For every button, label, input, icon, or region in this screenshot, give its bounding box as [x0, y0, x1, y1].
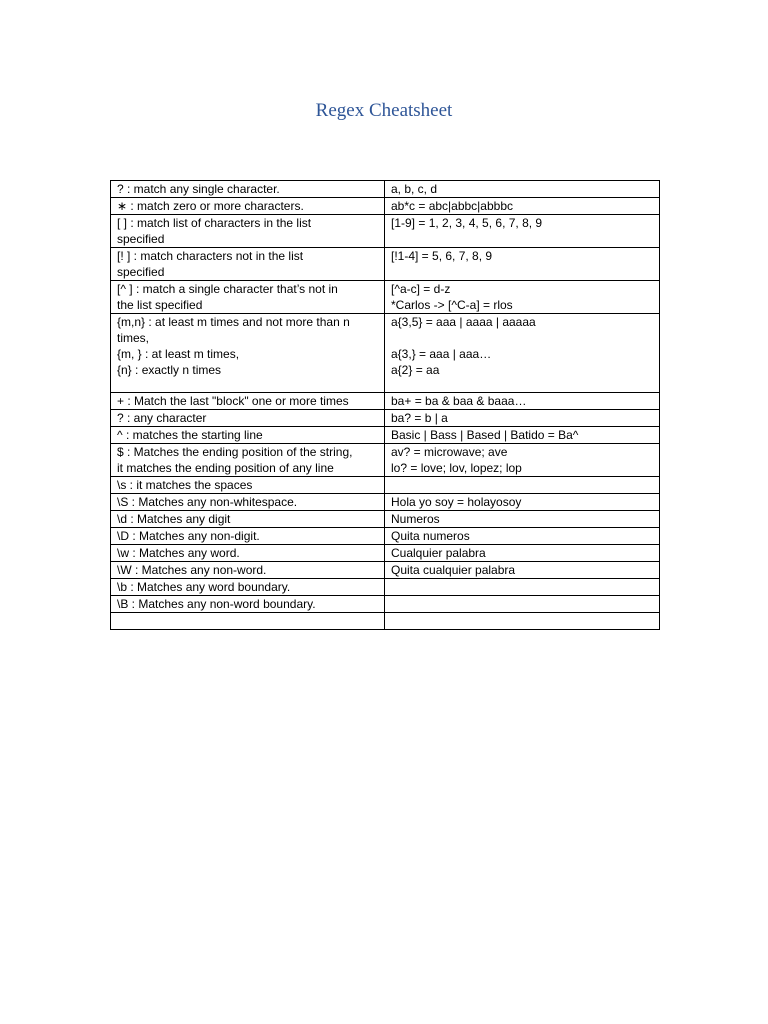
example-text: [391, 579, 653, 595]
example-cell: [385, 314, 660, 393]
table-row: [111, 181, 660, 198]
table-row: [111, 215, 660, 248]
pattern-text: [ ] : match list of characters in the list: [117, 216, 312, 230]
pattern-text: {m,n} : at least m times and not more than n: [117, 315, 350, 329]
pattern-text: \b : Matches any word boundary.: [117, 580, 291, 594]
pattern-text: {n} : exactly n times: [117, 363, 222, 377]
example-text: [1-9] = 1, 2, 3, 4, 5, 6, 7, 8, 9: [391, 216, 543, 230]
pattern-text: $ : Matches the ending position of the string,: [117, 445, 353, 459]
pattern-cell: [111, 198, 385, 215]
table-row: [111, 281, 660, 314]
table-row: [111, 393, 660, 410]
pattern-cell: [111, 410, 385, 427]
example-cell: [385, 562, 660, 579]
pattern-cell: [111, 427, 385, 444]
pattern-cell: [111, 248, 385, 281]
example-cell: [385, 393, 660, 410]
pattern-text: it matches the ending position of any line: [117, 461, 334, 475]
table-row: [111, 494, 660, 511]
pattern-cell: [111, 528, 385, 545]
example-text: Hola yo soy = holayosoy: [391, 495, 522, 509]
pattern-cell: [111, 181, 385, 198]
pattern-cell: [111, 477, 385, 494]
example-text: lo? = love; lov, lopez; lop: [391, 461, 522, 475]
pattern-text: specified: [117, 265, 165, 279]
table-row: [111, 511, 660, 528]
example-cell: [385, 444, 660, 477]
table-row: [111, 410, 660, 427]
example-cell: [385, 215, 660, 248]
example-cell: [385, 248, 660, 281]
example-text: [391, 596, 653, 612]
pattern-text: ^ : matches the starting line: [117, 428, 263, 442]
pattern-cell: [111, 613, 385, 630]
pattern-cell: [111, 314, 385, 393]
example-text: [391, 613, 653, 629]
example-cell: [385, 477, 660, 494]
table-row: [111, 444, 660, 477]
pattern-cell: [111, 511, 385, 528]
table-row: [111, 596, 660, 613]
pattern-text: ∗ : match zero or more characters.: [117, 199, 304, 213]
pattern-cell: [111, 596, 385, 613]
example-cell: [385, 579, 660, 596]
pattern-text: \s : it matches the spaces: [117, 478, 253, 492]
pattern-cell: [111, 562, 385, 579]
pattern-cell: [111, 215, 385, 248]
table-row: [111, 613, 660, 630]
pattern-text: [^ ] : match a single character that’s not in: [117, 282, 338, 296]
pattern-text: \w : Matches any word.: [117, 546, 240, 560]
table-row: [111, 545, 660, 562]
regex-table-body: [111, 181, 660, 630]
example-cell: [385, 545, 660, 562]
example-text: [!1-4] = 5, 6, 7, 8, 9: [391, 249, 493, 263]
example-text: Quita numeros: [391, 529, 470, 543]
table-row: [111, 528, 660, 545]
pattern-text: ? : any character: [117, 411, 207, 425]
pattern-text: [! ] : match characters not in the list: [117, 249, 304, 263]
example-cell: [385, 427, 660, 444]
example-text: Numeros: [391, 512, 440, 526]
example-text: a{2} = aa: [391, 363, 440, 377]
example-text: ab*c = abc|abbc|abbbc: [391, 199, 513, 213]
example-text: a{3,} = aaa | aaa…: [391, 347, 492, 361]
pattern-text: \S : Matches any non-whitespace.: [117, 495, 298, 509]
pattern-cell: [111, 393, 385, 410]
example-text: a, b, c, d: [391, 182, 438, 196]
pattern-text: \d : Matches any digit: [117, 512, 231, 526]
pattern-text: times,: [117, 331, 150, 345]
regex-table: [110, 180, 660, 630]
example-cell: [385, 596, 660, 613]
example-cell: [385, 494, 660, 511]
example-text: Quita cualquier palabra: [391, 563, 516, 577]
pattern-text: \W : Matches any non-word.: [117, 563, 267, 577]
pattern-cell: [111, 545, 385, 562]
table-row: [111, 248, 660, 281]
table-row: [111, 562, 660, 579]
pattern-text: \B : Matches any non-word boundary.: [117, 597, 316, 611]
pattern-cell: [111, 579, 385, 596]
example-cell: [385, 410, 660, 427]
example-cell: [385, 613, 660, 630]
pattern-cell: [111, 444, 385, 477]
table-row: [111, 477, 660, 494]
example-cell: [385, 511, 660, 528]
example-text: [391, 330, 653, 346]
example-text: ba? = b | a: [391, 411, 448, 425]
pattern-text: {m, } : at least m times,: [117, 347, 240, 361]
pattern-text: ? : match any single character.: [117, 182, 280, 196]
pattern-text: + : Match the last "block" one or more times: [117, 394, 349, 408]
pattern-cell: [111, 494, 385, 511]
pattern-text: \D : Matches any non-digit.: [117, 529, 260, 543]
example-text: a{3,5} = aaa | aaaa | aaaaa: [391, 315, 536, 329]
example-cell: [385, 528, 660, 545]
example-text: ba+ = ba & baa & baaa…: [391, 394, 527, 408]
table-row: [111, 198, 660, 215]
table-row: [111, 427, 660, 444]
example-text: [^a-c] = d-z: [391, 282, 451, 296]
example-cell: [385, 281, 660, 314]
example-text: *Carlos -> [^C-a] = rlos: [391, 298, 513, 312]
example-text: Cualquier palabra: [391, 546, 486, 560]
example-cell: [385, 181, 660, 198]
table-row: [111, 579, 660, 596]
pattern-text: specified: [117, 232, 165, 246]
table-row: [111, 314, 660, 393]
example-cell: [385, 198, 660, 215]
pattern-text: the list specified: [117, 298, 203, 312]
example-text: av? = microwave; ave: [391, 445, 508, 459]
example-text: [391, 477, 653, 493]
pattern-cell: [111, 281, 385, 314]
pattern-text: [117, 613, 378, 629]
page-title: Regex Cheatsheet: [315, 100, 453, 121]
example-text: Basic | Bass | Based | Batido = Ba^: [391, 428, 579, 442]
